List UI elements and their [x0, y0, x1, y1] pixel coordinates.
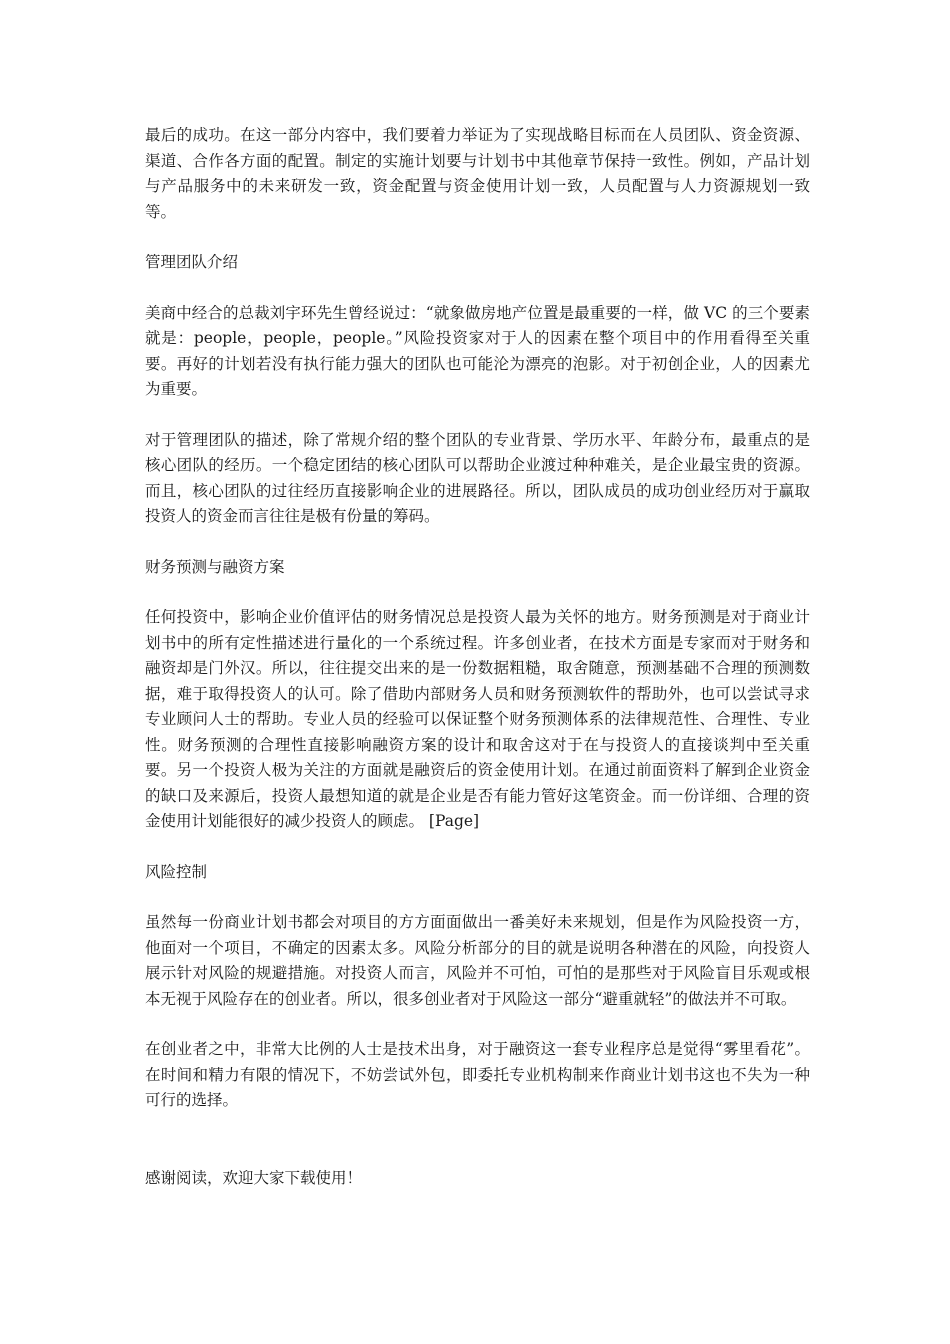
paragraph-risk-control-2: 在创业者之中，非常大比例的人士是技术出身，对于融资这一套专业程序总是觉得“雾里看花”。在时间和精力有限的情况下，不妨尝试外包，即委托专业机构制来作商业计划书这也不失为一种可行的选择。: [145, 1040, 810, 1109]
paragraph-risk-control-1: 虽然每一份商业计划书都会对项目的方方面面做出一番美好未来规划，但是作为风险投资一方，他面对一个项目，不确定的因素太多。风险分析部分的目的就是说明各种潜在的风险，向投资人展示针对风险的规避措施。对投资人而言，风险并不可怕，可怕的是那些对于风险盲目乐观或根本无视于风险存在的创业者。所以，很多创业者对于风险这一部分“避重就轻”的做法并不可取。: [145, 913, 810, 1008]
section-heading-risk-control: 风险控制: [145, 862, 208, 881]
paragraph-financial-forecast-1: 任何投资中，影响企业价值评估的财务情况总是投资人最为关怀的地方。财务预测是对于商业计划书中的所有定性描述进行量化的一个系统过程。许多创业者，在技术方面是专家而对于财务和融资却是门外汉。所以，往往提交出来的是一份数据粗糙，取舍随意，预测基础不合理的预测数据，难于取得投资人的认可。除了借助内部财务人员和财务预测软件的帮助外，也可以尝试寻求专业顾问人士的帮助。专业人员的经验可以保证整个财务预测体系的法律规范性、合理性、专业性。财务预测的合理性直接影响融资方案的设计和取舍这对于在与投资人的直接谈判中至关重要。另一个投资人极为关注的方面就是融资后的资金使用计划。在通过前面资料了解到企业资金的缺口及来源后，投资人最想知道的就是企业是否有能力管好这笔资金。而一份详细、合理的资金使用计划能很好的减少投资人的顾虑。 [Page]: [145, 608, 810, 830]
section-heading-management-team: 管理团队介绍: [145, 253, 239, 271]
document-page: [145, 123, 810, 1216]
paragraph-management-team-1: 美商中经合的总裁刘宇环先生曾经说过：“就象做房地产位置是最重要的一样，做 VC 的三个要素就是：people，people，people。”风险投资家对于人的因素在整个项目中的作用看得至关重要。再好的计划若没有执行能力强大的团队也可能沦为漂亮的泡影。对于初创企业，人的因素尤为重要。: [145, 303, 810, 398]
section-heading-financial-forecast: 财务预测与融资方案: [145, 557, 285, 576]
paragraph-management-team-2: 对于管理团队的描述，除了常规介绍的整个团队的专业背景、学历水平、年龄分布，最重点的是核心团队的经历。一个稳定团结的核心团队可以帮助企业渡过种种难关，是企业最宝贵的资源。而且，核心团队的过往经历直接影响企业的进展路径。所以，团队成员的成功创业经历对于赢取投资人的资金而言往往是极有份量的筹码。: [145, 430, 810, 525]
intro-paragraph: 最后的成功。在这一部分内容中，我们要着力举证为了实现战略目标而在人员团队、资金资源、渠道、合作各方面的配置。制定的实施计划要与计划书中其他章节保持一致性。例如，产品计划与产品服务中的未来研发一致，资金配置与资金使用计划一致，人员配置与人力资源规划一致等。: [145, 126, 810, 221]
closing-text: 感谢阅读，欢迎大家下载使用！: [145, 1168, 363, 1187]
